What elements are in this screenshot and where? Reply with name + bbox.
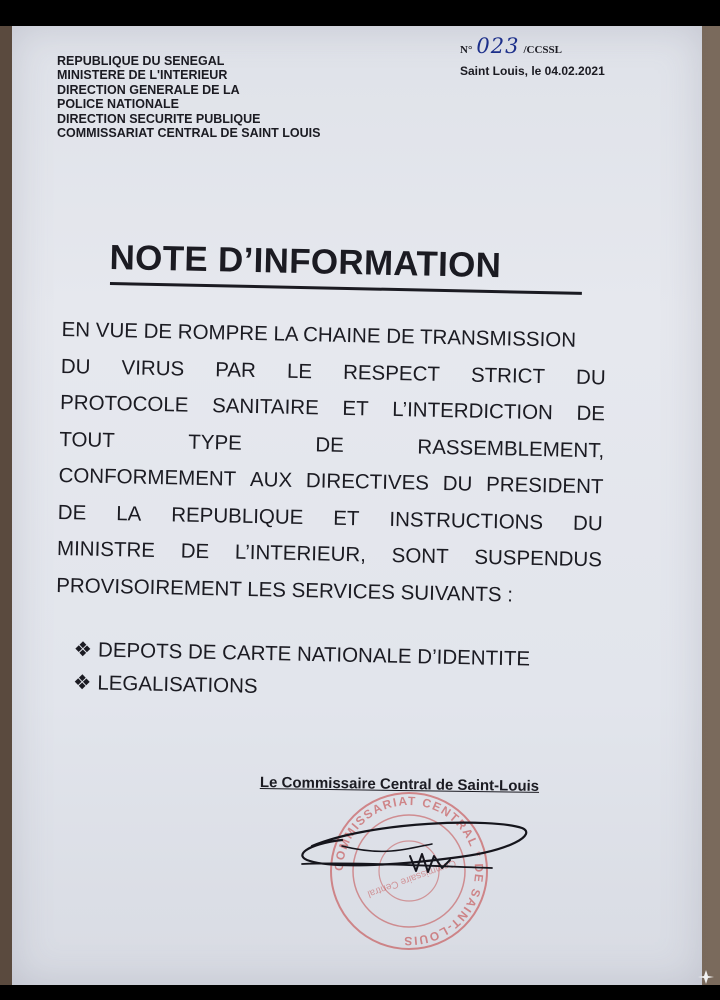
body-word: PROVISOIREMENT LES SERVICES SUIVANTS : (56, 573, 514, 607)
body-word: LE (286, 359, 313, 383)
body-word: STRICT (470, 363, 546, 388)
body-word: RESPECT (342, 360, 441, 386)
place-and-date: Saint Louis, le 04.02.2021 (460, 64, 605, 78)
handwritten-signature (282, 816, 542, 906)
letterhead-line: REPUBLIQUE DU SENEGAL (57, 54, 225, 68)
body-word: INSTRUCTIONS (389, 507, 544, 534)
body-word: AUX (249, 467, 293, 492)
body-word: L’INTERIEUR, (234, 540, 367, 567)
body-word: DIRECTIVES (305, 469, 430, 495)
reference-suffix: /CCSSL (523, 44, 562, 56)
sparkle-icon (692, 968, 720, 986)
body-word: PAR (215, 357, 257, 382)
service-label: DEPOTS DE CARTE NATIONALE D’IDENTITE (97, 638, 531, 671)
letterhead-line: COMMISSARIAT CENTRAL DE SAINT LOUIS (57, 126, 321, 141)
document (12, 26, 702, 986)
title-underline (110, 282, 582, 295)
paper-sheet (12, 26, 702, 986)
body-word: DU (572, 511, 603, 535)
service-label: LEGALISATIONS (97, 671, 258, 698)
body-word: TOUT (59, 427, 116, 452)
body-word: REPUBLIQUE (170, 502, 304, 529)
page-title: NOTE D’INFORMATION (109, 238, 502, 286)
reference-handwritten-number: 023 (476, 34, 520, 58)
body-word: L’INTERDICTION (392, 397, 554, 425)
reference-prefix: N° (460, 44, 473, 56)
signatory-title: Le Commissaire Central de Saint-Louis (259, 774, 540, 795)
body-word: SUSPENDUS (474, 545, 603, 572)
body-word: CONFORMEMENT (58, 463, 237, 491)
letterhead-line: DIRECTION SECURITE PUBLIQUE (57, 111, 261, 126)
note-body (56, 312, 607, 615)
bottom-black-bar (0, 985, 720, 1000)
body-word: TYPE (188, 430, 243, 455)
body-word: SANITAIRE (211, 394, 320, 420)
stamp-inner-text: Commissaire Central (365, 856, 458, 900)
body-word: ET (342, 396, 369, 421)
letterhead-line: POLICE NATIONALE (57, 97, 179, 112)
body-word: EN VUE DE ROMPRE LA CHAINE DE TRANSMISSION (61, 317, 577, 352)
body-word: DE (315, 432, 345, 457)
body-word: PRESIDENT (485, 472, 604, 499)
body-word: ET (333, 506, 360, 530)
body-word: MINISTRE (56, 536, 156, 562)
body-word: RASSEMBLEMENT, (417, 434, 605, 462)
body-word: PROTOCOLE (59, 390, 189, 417)
letterhead (57, 54, 320, 140)
top-black-bar (0, 0, 720, 26)
body-word: VIRUS (121, 355, 185, 381)
letterhead-line: MINISTERE DE L'INTERIEUR (57, 68, 228, 83)
body-word: DE (57, 500, 87, 525)
body-word: DE (576, 401, 606, 426)
body-word: DE (180, 539, 210, 564)
bullet-icon: ❖ (72, 670, 92, 695)
body-word: DU (575, 365, 606, 389)
reference-number (460, 34, 562, 58)
body-word: SONT (391, 543, 449, 569)
services-list (73, 633, 531, 709)
body-word: DU (442, 472, 473, 496)
stamp-outer-text: COMMISSARIAT CENTRAL * DE SAINT-LOUIS (331, 793, 487, 949)
body-word: LA (115, 501, 142, 526)
body-word: DU (60, 354, 91, 379)
letterhead-line: DIRECTION GENERALE DE LA (57, 82, 240, 97)
bullet-icon: ❖ (73, 637, 93, 662)
